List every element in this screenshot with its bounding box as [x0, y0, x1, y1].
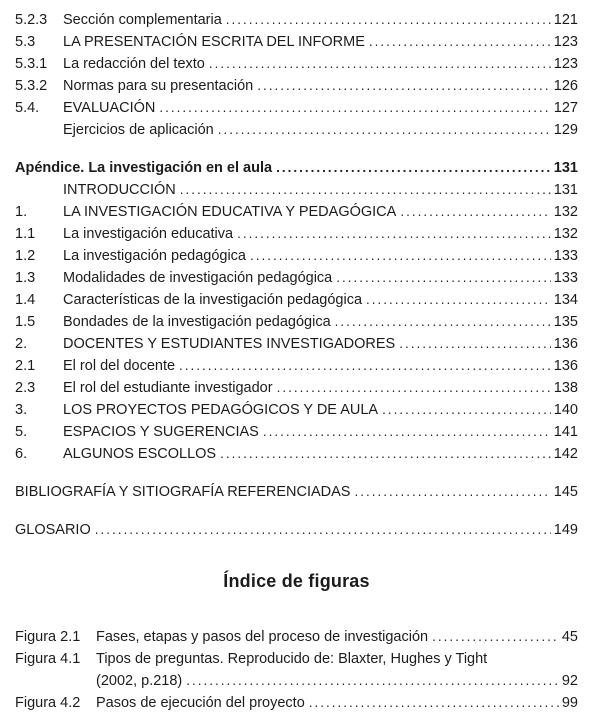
dot-leader [159, 97, 550, 119]
toc-entry [15, 519, 578, 541]
entry-page: 131 [553, 160, 578, 176]
figure-title: Tipos de preguntas. Reproducido de: Blaxter, Hughes y Tight [96, 651, 488, 667]
toc-entry [15, 443, 578, 465]
entry-number: 5.2.3 [15, 12, 48, 28]
entry-number: 5.3.2 [15, 78, 48, 94]
dot-leader [366, 289, 551, 311]
entry-page: 142 [553, 446, 578, 462]
dot-leader [276, 157, 551, 179]
figure-title: Fases, etapas y pasos del proceso de investigación [96, 629, 429, 645]
dot-leader [179, 355, 551, 377]
toc-entry [15, 201, 578, 223]
entry-page: 136 [553, 358, 578, 374]
dot-leader [354, 481, 550, 503]
figure-entry [15, 626, 578, 648]
entry-title: ALGUNOS ESCOLLOS [63, 446, 217, 462]
figure-entry [15, 692, 578, 714]
dot-leader [180, 179, 551, 201]
entry-title: El rol del estudiante investigador [63, 380, 273, 396]
entry-page: 132 [553, 204, 578, 220]
dot-leader [186, 670, 559, 692]
entry-page: 127 [553, 100, 578, 116]
dot-leader [309, 692, 559, 714]
entry-title: La investigación educativa [63, 226, 234, 242]
entry-title: Sección complementaria [63, 12, 222, 28]
toc-entry [15, 289, 578, 311]
entry-page: 140 [553, 402, 578, 418]
toc-entry [15, 311, 578, 333]
figure-body [96, 692, 578, 714]
dot-leader [335, 311, 551, 333]
entry-number: 5.3.1 [15, 56, 48, 72]
figure-body [96, 626, 578, 648]
toc-entry [15, 119, 578, 141]
entry-page: 99 [561, 695, 578, 711]
entry-number: 2. [15, 336, 28, 352]
entry-title: GLOSARIO [15, 522, 91, 538]
toc-entry [15, 481, 578, 503]
dot-leader [257, 75, 551, 97]
toc-entry [15, 377, 578, 399]
entry-number [15, 179, 63, 201]
entry-page: 149 [553, 522, 578, 538]
entry-title: El rol del docente [63, 358, 176, 374]
figure-number: Figura 4.2 [15, 695, 81, 711]
dot-leader [277, 377, 551, 399]
entry-title: INTRODUCCIÓN [63, 182, 176, 198]
figure-line [96, 670, 578, 692]
entry-number: 1.4 [15, 292, 36, 308]
figures-heading: Índice de figuras [223, 571, 370, 591]
entry-page: 123 [553, 34, 578, 50]
entry-number: 5.4. [15, 100, 40, 116]
entry-page: 121 [553, 12, 578, 28]
entry-page: 141 [553, 424, 578, 440]
toc-entry [15, 223, 578, 245]
entry-page: 131 [553, 182, 578, 198]
entry-title: BIBLIOGRAFÍA Y SITIOGRAFÍA REFERENCIADAS [15, 484, 351, 500]
dot-leader [237, 223, 551, 245]
toc-entry [15, 245, 578, 267]
entry-title: Ejercicios de aplicación [63, 122, 214, 138]
entry-number: 1.3 [15, 270, 36, 286]
entry-page: 133 [553, 248, 578, 264]
entry-title: Normas para su presentación [63, 78, 254, 94]
figures-list [15, 626, 578, 714]
toc-entry [15, 421, 578, 443]
section-gap [15, 465, 578, 481]
dot-leader [220, 443, 551, 465]
entry-page: 92 [561, 673, 578, 689]
entry-number: 1.1 [15, 226, 36, 242]
figure-title: Pasos de ejecución del proyecto [96, 695, 305, 711]
toc-entry [15, 53, 578, 75]
entry-number: 5. [15, 424, 28, 440]
entry-number: 6. [15, 446, 28, 462]
toc-entry [15, 355, 578, 377]
toc-entry [15, 179, 578, 201]
entry-title: La investigación pedagógica [63, 248, 246, 264]
figure-title-continued: (2002, p.218) [96, 673, 183, 689]
entry-page: 145 [553, 484, 578, 500]
entry-title: EVALUACIÓN [63, 100, 156, 116]
toc-list [15, 9, 578, 541]
entry-page: 123 [553, 56, 578, 72]
figure-line [96, 648, 578, 670]
figure-body [96, 648, 578, 692]
figure-number: Figura 2.1 [15, 629, 81, 645]
entry-page: 134 [553, 292, 578, 308]
entry-page: 129 [553, 122, 578, 138]
dot-leader [382, 399, 551, 421]
figure-entry [15, 648, 578, 692]
dot-leader [369, 31, 551, 53]
toc-entry [15, 333, 578, 355]
entry-title: LA PRESENTACIÓN ESCRITA DEL INFORME [63, 34, 365, 50]
dot-leader [250, 245, 551, 267]
dot-leader [432, 626, 559, 648]
dot-leader [95, 519, 551, 541]
dot-leader [399, 333, 551, 355]
figure-number: Figura 4.1 [15, 651, 81, 667]
entry-title: DOCENTES Y ESTUDIANTES INVESTIGADORES [63, 336, 396, 352]
entry-title: LA INVESTIGACIÓN EDUCATIVA Y PEDAGÓGICA [63, 204, 397, 220]
entry-page: 126 [553, 78, 578, 94]
entry-title: LOS PROYECTOS PEDAGÓGICOS Y DE AULA [63, 402, 379, 418]
toc-entry [15, 267, 578, 289]
dot-leader [336, 267, 551, 289]
entry-number: 2.1 [15, 358, 36, 374]
dot-leader [226, 9, 551, 31]
toc-entry [15, 31, 578, 53]
dot-leader [400, 201, 550, 223]
entry-number [15, 119, 63, 141]
entry-number: 1.2 [15, 248, 36, 264]
figure-line [96, 692, 578, 714]
entry-title: Modalidades de investigación pedagógica [63, 270, 333, 286]
entry-number: 5.3 [15, 34, 36, 50]
entry-number: 3. [15, 402, 28, 418]
figure-line [96, 626, 578, 648]
dot-leader [263, 421, 551, 443]
dot-leader [218, 119, 551, 141]
toc-entry [15, 75, 578, 97]
entry-page: 138 [553, 380, 578, 396]
toc-entry [15, 399, 578, 421]
entry-title: Bondades de la investigación pedagógica [63, 314, 331, 330]
toc-entry [15, 9, 578, 31]
entry-title: Características de la investigación pedagógica [63, 292, 363, 308]
entry-title: Apéndice. La investigación en el aula [15, 160, 273, 176]
entry-page: 136 [553, 336, 578, 352]
entry-page: 133 [553, 270, 578, 286]
entry-page: 135 [553, 314, 578, 330]
section-gap [15, 503, 578, 519]
entry-title: ESPACIOS Y SUGERENCIAS [63, 424, 259, 440]
dot-leader [209, 53, 551, 75]
toc-entry [15, 97, 578, 119]
entry-page: 132 [553, 226, 578, 242]
entry-number: 1.5 [15, 314, 36, 330]
entry-page: 45 [561, 629, 578, 645]
entry-number: 1. [15, 204, 28, 220]
entry-number: 2.3 [15, 380, 36, 396]
entry-title: La redacción del texto [63, 56, 205, 72]
toc-entry [15, 157, 578, 179]
section-gap [15, 141, 578, 157]
